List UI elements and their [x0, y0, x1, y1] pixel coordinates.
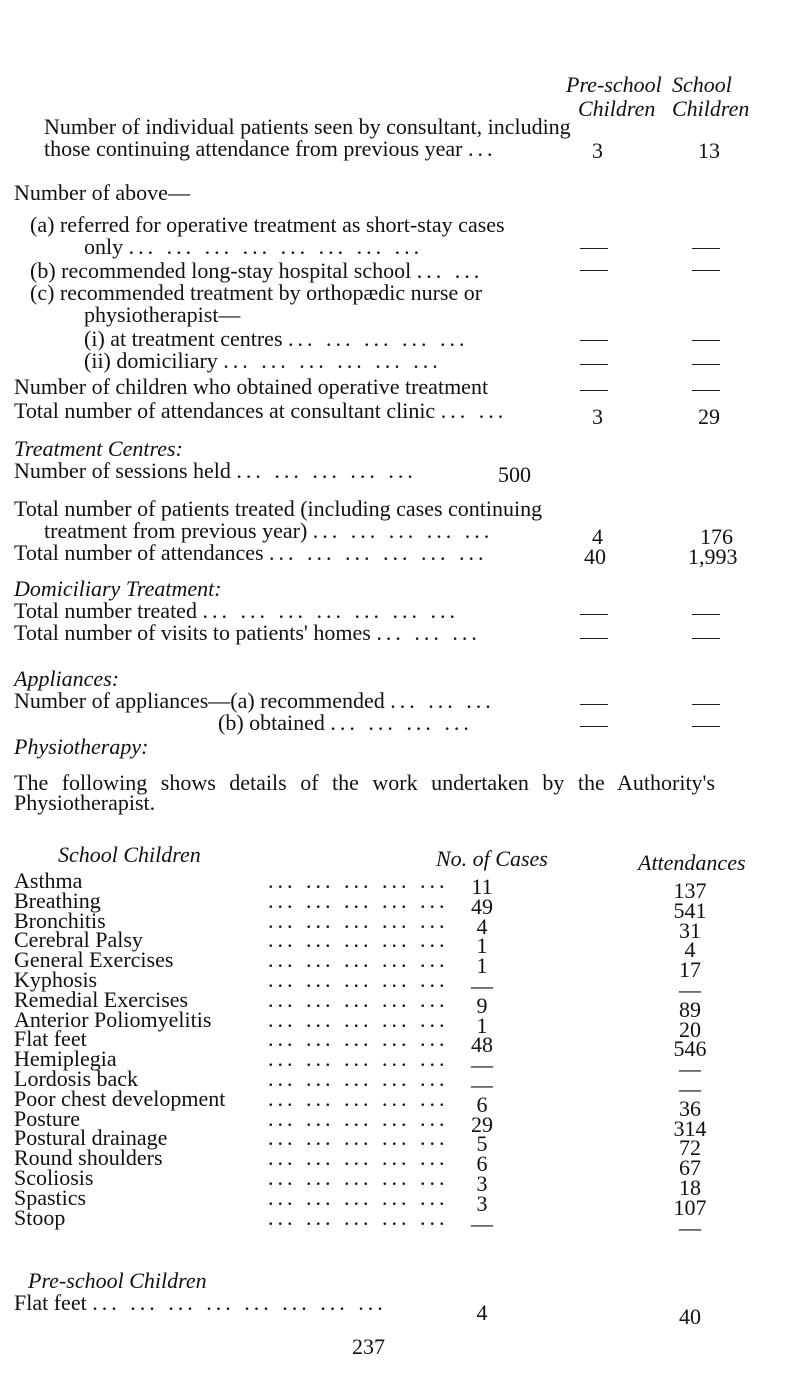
table-row-name: Asthma: [14, 868, 83, 893]
table-row-name: Kyphosis: [14, 967, 98, 992]
dot-leader: ... ... ... ... ...: [268, 907, 449, 933]
row-sessions: Number of sessions held ... ... ... ... ...: [14, 458, 417, 483]
row-a-2-text: only: [84, 234, 124, 259]
row-attendances-text: Total number of attendances at consultant clinic: [14, 398, 436, 423]
table-row-attendances: 314: [673, 1115, 707, 1141]
table-row: [14, 1205, 65, 1231]
dot-leader: ... ... ... ... ...: [268, 927, 449, 953]
physio-intro-1: The following shows details of the work undertaken by the Authority's: [14, 770, 716, 795]
row-appliances-1-text: Number of appliances—(a) recommended: [14, 688, 385, 713]
page-number: 237: [352, 1334, 385, 1359]
table-row-cases: 5: [476, 1131, 488, 1157]
dot-leader: ... ... ... ... ...: [268, 1085, 449, 1111]
dot-leader: ... ... ... ... ...: [268, 986, 449, 1012]
dash-b-2: [692, 256, 720, 282]
table-row-cases: —: [471, 973, 493, 998]
row-attendances: Total number of attendances at consultant clinic ... ...: [14, 398, 508, 423]
dot-leader: ... ... ... ... ...: [268, 1066, 449, 1091]
row-b: (b) recommended long-stay hospital school ... ...: [30, 258, 484, 283]
row-total-patients-1: Total number of patients treated (including cases continuing: [14, 496, 543, 521]
table-row-cases: 6: [476, 1091, 488, 1117]
row-c-i: (i) at treatment centres ... ... ... ... ...: [84, 326, 469, 351]
value-sessions: 500: [498, 462, 531, 487]
table-preschool-heading: Pre-school Children: [28, 1268, 207, 1293]
dash-vis-2: [692, 624, 720, 650]
row-total-attendances: Total number of attendances ... ... ... ... ... ...: [14, 540, 488, 565]
dot-leader: ... ... ... ... ...: [268, 1006, 449, 1032]
value-attendances-preschool: 3: [592, 404, 603, 429]
table-row-cases: —: [471, 1052, 493, 1078]
table-row-cases: 4: [476, 913, 488, 939]
dash-dom-2: [692, 600, 720, 626]
physiotherapy-heading: Physiotherapy:: [14, 734, 149, 759]
table-row-attendances: 17: [679, 957, 701, 983]
row-individual-1: Number of individual patients seen by consultant, including: [44, 114, 571, 139]
row-operative: Number of children who obtained operative treatment: [14, 374, 489, 399]
row-b-text: (b) recommended long-stay hospital school: [30, 258, 412, 283]
dash-cii-1: [580, 350, 608, 376]
dash-app2-2: [692, 712, 720, 738]
dot-leader: ... ... ... ... ...: [268, 1184, 449, 1210]
row-number-above: Number of above—: [14, 180, 190, 205]
table-row-attendances: —: [679, 1076, 701, 1101]
appliances-heading: Appliances:: [14, 666, 120, 691]
table-row-attendances: 107: [673, 1194, 707, 1220]
row-appliances-2: (b) obtained ... ... ... ...: [218, 710, 473, 735]
table-row-name: Hemiplegia: [14, 1046, 117, 1072]
table-row-cases: 11: [471, 874, 493, 899]
row-c-1: (c) recommended treatment by orthopædic nurse or: [30, 280, 483, 305]
table-row-cases: 4: [476, 1300, 488, 1325]
table-row-name: Flat feet: [14, 1290, 87, 1315]
table-row-attendances: 72: [679, 1135, 701, 1161]
dot-leader: ... ... ... ... ...: [268, 967, 449, 992]
row-appliances-1: Number of appliances—(a) recommended ... ... ...: [14, 688, 495, 713]
table-row-name: Cerebral Palsy: [14, 927, 143, 953]
dot-leader: ... ... ... ... ...: [268, 1165, 449, 1190]
row-c-i-text: (i) at treatment centres: [84, 326, 283, 351]
row-a-1: (a) referred for operative treatment as short-stay cases: [30, 212, 505, 237]
row-domiciliary-visits: Total number of visits to patients' homes ... ... ...: [14, 620, 481, 645]
row-a-2: only ... ... ... ... ... ... ... ...: [84, 234, 424, 259]
table-row: Flat feet ... ... ... ... ... ... ... ...: [14, 1290, 387, 1315]
dot-leader: ... ... ... ... ...: [268, 1145, 449, 1171]
dot-leader: ... ... ... ... ...: [268, 1046, 449, 1072]
table-row-attendances: 546: [673, 1036, 707, 1062]
table-row-attendances: —: [679, 977, 701, 1002]
dot-leader: ... ... ... ... ...: [268, 1204, 449, 1230]
table-row-name: Breathing: [14, 887, 101, 913]
value-total-preschool: 4: [592, 524, 603, 549]
row-individual-2: those continuing attendance from previous year ...: [44, 136, 497, 161]
table-row-name: Poor chest development: [14, 1085, 226, 1111]
table-row-cases: 6: [476, 1151, 488, 1177]
row-appliances-2-text: (b) obtained: [218, 710, 325, 735]
col-header-school-2: Children: [672, 96, 750, 121]
table-row-attendances: 31: [679, 917, 701, 943]
table-row-cases: 3: [476, 1190, 488, 1216]
row-sessions-text: Number of sessions held: [14, 458, 231, 483]
table-row-name: Remedial Exercises: [14, 986, 189, 1012]
dot-leader: ... ... ... ... ...: [268, 887, 449, 913]
table-row-attendances: 541: [673, 897, 707, 923]
table-row-name: Scoliosis: [14, 1165, 94, 1190]
treatment-centres-heading: Treatment Centres:: [14, 436, 183, 461]
value-attend-preschool: 40: [584, 544, 606, 569]
table-row-attendances: —: [679, 1214, 701, 1240]
value-individual-school: 13: [698, 138, 720, 163]
row-total-patients-2: treatment from previous year) ... ... ... ... ...: [44, 518, 494, 543]
dot-leader: ... ... ... ... ...: [268, 947, 449, 973]
dash-dom-1: [580, 600, 608, 626]
row-c-2: physiotherapist—: [84, 302, 241, 327]
value-attend-school: 1,993: [688, 544, 738, 569]
row-domiciliary-visits-text: Total number of visits to patients' homes: [14, 620, 371, 645]
domiciliary-heading: Domiciliary Treatment:: [14, 576, 222, 601]
dot-leader: ... ... ... ... ...: [268, 1026, 449, 1052]
table-row-cases: 1: [476, 1012, 488, 1038]
table-row-attendances: 18: [679, 1175, 701, 1200]
table-row-attendances: 4: [684, 937, 696, 963]
dot-leader: ... ... ... ... ...: [268, 1125, 449, 1151]
dash-cii-2: [692, 350, 720, 376]
col-header-preschool-2: Children: [578, 96, 656, 121]
table-row-name: Round shoulders: [14, 1145, 163, 1171]
physio-intro-2: Physiotherapist.: [14, 790, 156, 815]
table-row-cases: 3: [476, 1171, 488, 1196]
row-c-ii: (ii) domiciliary ... ... ... ... ... ...: [84, 348, 442, 373]
row-individual-2-text: those continuing attendance from previous year: [44, 136, 463, 161]
value-attendances-school: 29: [698, 404, 720, 429]
table-col-attendances: Attendances: [638, 850, 746, 875]
row-total-attendances-text: Total number of attendances: [14, 540, 264, 565]
value-total-school: 176: [700, 524, 733, 549]
row-total-patients-2-text: treatment from previous year): [44, 518, 308, 543]
table-school-heading: School Children: [58, 842, 201, 867]
table-row-name: Flat feet: [14, 1026, 87, 1052]
table-row-name: Postural drainage: [14, 1125, 168, 1151]
row-domiciliary-treated: Total number treated ... ... ... ... ... ... ...: [14, 598, 459, 623]
table-row-cases: 49: [471, 893, 493, 919]
table-row-cases: 1: [476, 933, 488, 959]
row-domiciliary-treated-text: Total number treated: [14, 598, 197, 623]
table-row-attendances: 40: [679, 1304, 701, 1329]
table-col-cases: No. of Cases: [436, 846, 548, 871]
col-header-school: School: [672, 72, 732, 97]
dash-op-2: [692, 376, 720, 402]
table-row-name: Spastics: [14, 1184, 87, 1210]
row-c-ii-text: (ii) domiciliary: [84, 348, 218, 373]
table-row-attendances: 89: [679, 996, 701, 1022]
table-row-cases: —: [471, 1072, 493, 1097]
dash-app2-1: [580, 712, 608, 738]
table-row-name: General Exercises: [14, 947, 174, 973]
table-row-name: Posture: [14, 1105, 80, 1131]
table-row-attendances: —: [679, 1056, 701, 1082]
table-row-cases: 29: [471, 1111, 493, 1137]
table-row-cases: 1: [476, 953, 488, 979]
dot-leader: ... ... ... ... ...: [268, 1105, 449, 1131]
table-row-name: Lordosis back: [14, 1066, 139, 1091]
value-individual-preschool: 3: [592, 138, 603, 163]
dash-ci-1: [580, 326, 608, 352]
table-row-cases: 48: [471, 1032, 493, 1058]
dash-vis-1: [580, 624, 608, 650]
table-row-attendances: 20: [679, 1016, 701, 1042]
table-row-attendances: 137: [673, 878, 707, 903]
table-row-name: Anterior Poliomyelitis: [14, 1006, 212, 1032]
table-row-name: Bronchitis: [14, 907, 106, 933]
table-row-attendances: 36: [679, 1095, 701, 1121]
dot-leader: ... ... ... ... ...: [268, 868, 449, 893]
table-row-cases: 9: [476, 992, 488, 1018]
table-row-attendances: 67: [679, 1155, 701, 1181]
table-row-cases: —: [471, 1210, 493, 1236]
table-row-name: Stoop: [14, 1204, 66, 1230]
dash-op-1: [580, 376, 608, 402]
col-header-preschool: Pre-school: [566, 72, 662, 97]
dash-b-1: [580, 256, 608, 282]
dash-ci-2: [692, 326, 720, 352]
